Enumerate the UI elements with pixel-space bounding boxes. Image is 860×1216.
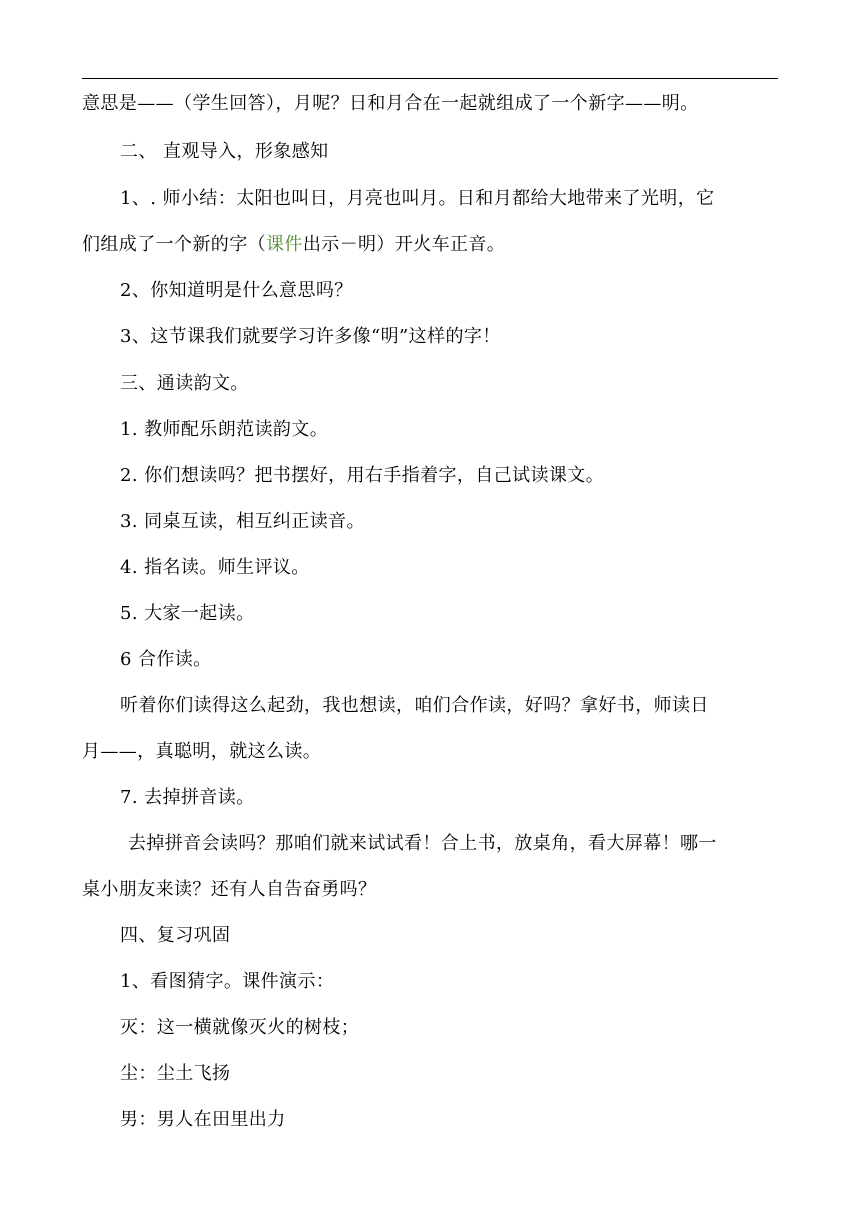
list-item: 1、看图猜字。课件演示： bbox=[120, 971, 335, 992]
list-item: 5. 大家一起读。 bbox=[120, 603, 255, 624]
list-item: 2. 你们想读吗？把书摆好，用右手指着字，自己试读课文。 bbox=[120, 465, 605, 486]
list-item: 1. 教师配乐朗范读韵文。 bbox=[120, 419, 329, 440]
paragraph-line: 月——，真聪明，就这么读。 bbox=[82, 741, 322, 762]
section-heading: 四、复习巩固 bbox=[120, 925, 231, 946]
paragraph-line: 1、. 师小结：太阳也叫日，月亮也叫月。日和月都给大地带来了光明，它 bbox=[120, 188, 715, 209]
text-run: 们组成了一个新的字（ bbox=[82, 234, 266, 255]
paragraph-line bbox=[82, 233, 505, 257]
section-heading: 三、通读韵文。 bbox=[120, 373, 249, 394]
list-item: 4. 指名读。师生评议。 bbox=[120, 557, 310, 578]
list-item: 尘：尘土飞扬 bbox=[120, 1063, 231, 1084]
paragraph-line: 桌小朋友来读？还有人自告奋勇吗？ bbox=[82, 879, 377, 900]
list-item: 3、这节课我们就要学习许多像“明”这样的字！ bbox=[120, 326, 501, 347]
highlighted-term: 课件 bbox=[266, 234, 303, 255]
list-item: 7. 去掉拼音读。 bbox=[120, 787, 255, 808]
text-run: 出示－明）开火车正音。 bbox=[302, 234, 506, 255]
paragraph-line: 去掉拼音会读吗？那咱们就来试试看！合上书，放桌角，看大屏幕！哪一 bbox=[128, 833, 717, 854]
paragraph-line: 意思是——（学生回答），月呢？日和月合在一起就组成了一个新字——明。 bbox=[82, 93, 699, 114]
list-item: 灭：这一横就像灭火的树枝； bbox=[120, 1017, 360, 1038]
list-item: 2、你知道明是什么意思吗？ bbox=[120, 280, 353, 301]
header-rule bbox=[82, 78, 778, 79]
list-item: 6 合作读。 bbox=[120, 649, 212, 670]
list-item: 3. 同桌互读，相互纠正读音。 bbox=[120, 511, 365, 532]
section-heading: 二、 直观导入，形象感知 bbox=[120, 141, 329, 162]
list-item: 男：男人在田里出力 bbox=[120, 1109, 286, 1130]
paragraph-line: 听着你们读得这么起劲，我也想读，咱们合作读，好吗？拿好书，师读日 bbox=[120, 695, 709, 716]
